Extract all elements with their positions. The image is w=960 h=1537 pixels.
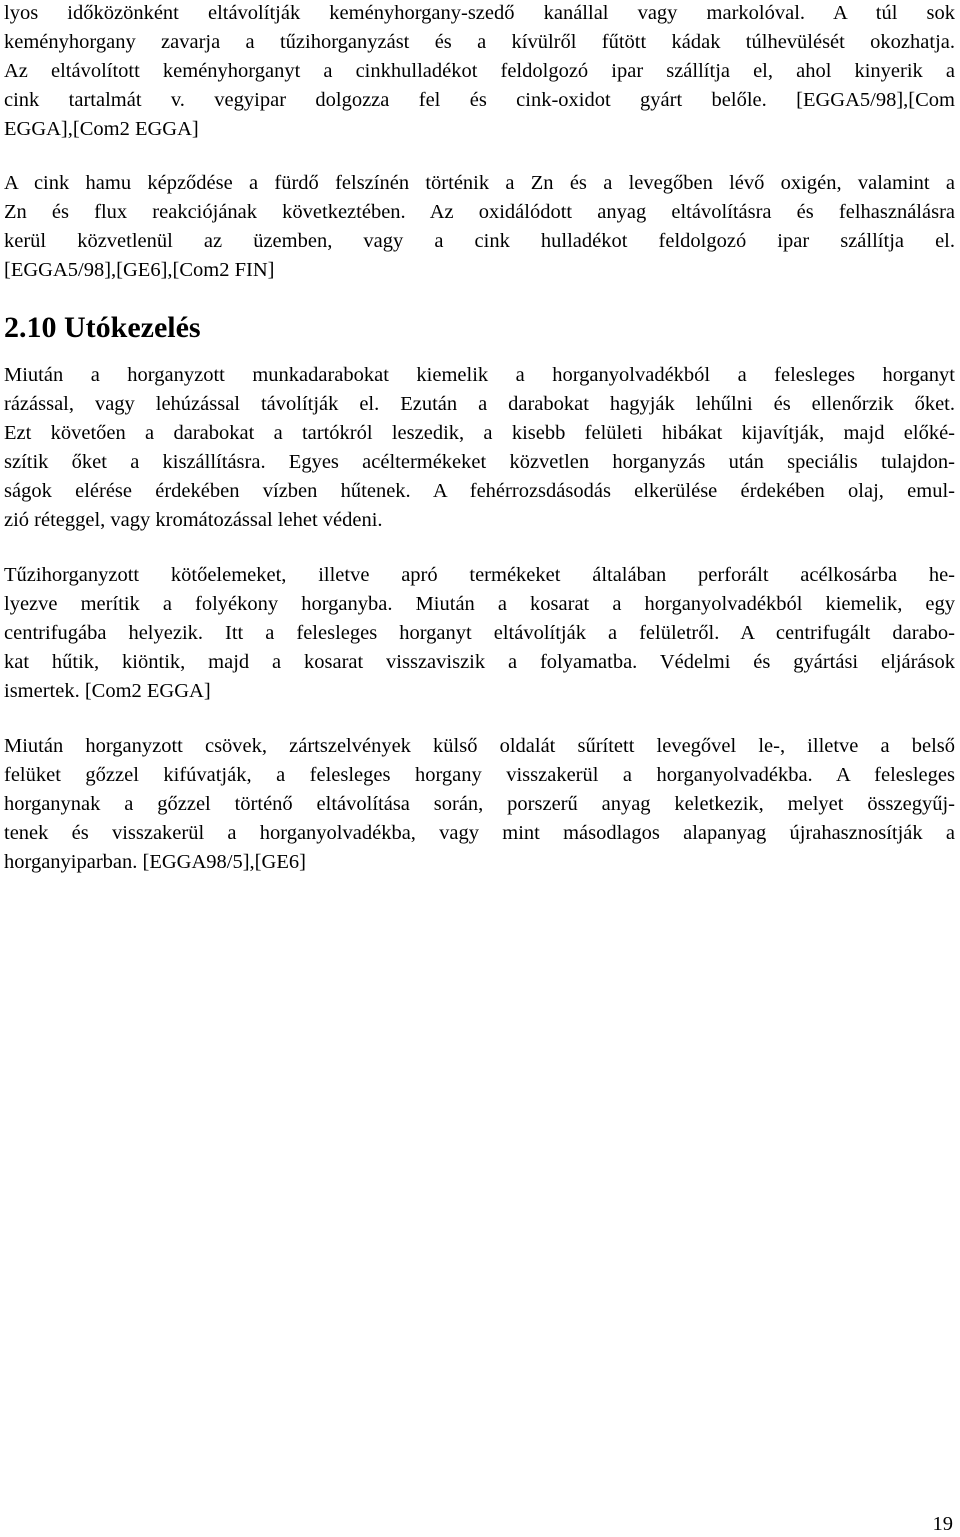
paragraph-tubes-blowing	[4, 732, 955, 877]
text-line: Miután horganyzott csövek, zártszelvények külső oldalát sűrített levegővel le-, illetve a belső	[4, 735, 955, 757]
text-line: kat hűtik, kiöntik, majd a kosarat visszaviszik a folyamatba. Védelmi és gyártási eljárások	[4, 651, 955, 673]
section-heading: 2.10 Utókezelés	[4, 311, 201, 344]
document-page	[4, 0, 955, 877]
text-line: tenek és visszakerül a horganyolvadékba, vagy mint másodlagos alapanyag újrahasznosítják a	[4, 822, 955, 844]
text-line: felüket gőzzel kifúvatják, a felesleges horgany visszakerül a horganyolvadékba. A felesleges	[4, 764, 955, 786]
text-line: Ezt követően a darabokat a tartókról leszedik, a kisebb felületi hibákat kijavítják, majd előké-	[4, 422, 955, 444]
text-line: rázással, vagy lehúzással távolítják el. Ezután a darabokat hagyják lehűlni és ellenőrzik őket.	[4, 393, 955, 415]
text-line: horganyiparban. [EGGA98/5],[GE6]	[4, 851, 306, 873]
text-line: Zn és flux reakciójának következtében. Az oxidálódott anyag eltávolításra és felhasználásra	[4, 201, 955, 223]
text-line: lyos időközönként eltávolítják keményhorgany-szedő kanállal vagy markolóval. A túl sok	[4, 2, 955, 24]
text-line: lyezve merítik a folyékony horganyba. Miután a kosarat a horganyolvadékból kiemelik, egy	[4, 593, 955, 615]
paragraph-zinc-ash	[4, 169, 955, 285]
text-line: keményhorgany zavarja a tűzihorganyzást és a kívülről fűtött kádak túlhevülését okozhatja.	[4, 31, 955, 53]
paragraph-post-treatment	[4, 361, 955, 535]
paragraph-fasteners-centrifuge	[4, 561, 955, 706]
text-line: [EGGA5/98],[GE6],[Com2 FIN]	[4, 259, 275, 281]
text-line: cink tartalmát v. vegyipar dolgozza fel és cink-oxidot gyárt belőle. [EGGA5/98],[Com	[4, 89, 955, 111]
text-line: Tűzihorganyzott kötőelemeket, illetve apró termékeket általában perforált acélkosárba he-	[4, 564, 955, 586]
text-line: zió réteggel, vagy kromátozással lehet védeni.	[4, 509, 383, 531]
text-line: ságok elérése érdekében vízben hűtenek. A fehérrozsdásodás elkerülése érdekében olaj, emul-	[4, 480, 955, 502]
text-line: szítik őket a kiszállításra. Egyes acéltermékeket közvetlen horganyzás után speciális tulajdon-	[4, 451, 955, 473]
text-line: kerül közvetlenül az üzemben, vagy a cink hulladékot feldolgozó ipar szállítja el.	[4, 230, 955, 252]
text-line: A cink hamu képződése a fürdő felszínén történik a Zn és a levegőben lévő oxigén, valamint a	[4, 172, 955, 194]
text-line: Miután a horganyzott munkadarabokat kiemelik a horganyolvadékból a felesleges horganyt	[4, 364, 955, 386]
page-number: 19	[932, 1513, 953, 1535]
text-line: horganynak a gőzzel történő eltávolítása során, porszerű anyag keletkezik, melyet összegyűj-	[4, 793, 955, 815]
text-line: Az eltávolított keményhorganyt a cinkhulladékot feldolgozó ipar szállítja el, ahol kinyerik a	[4, 60, 955, 82]
paragraph-hard-zinc-removal	[4, 0, 955, 144]
text-line: EGGA],[Com2 EGGA]	[4, 118, 199, 140]
text-line: centrifugába helyezik. Itt a felesleges horganyt eltávolítják a felületről. A centrifugált darabo-	[4, 622, 955, 644]
text-line: ismertek. [Com2 EGGA]	[4, 680, 211, 702]
